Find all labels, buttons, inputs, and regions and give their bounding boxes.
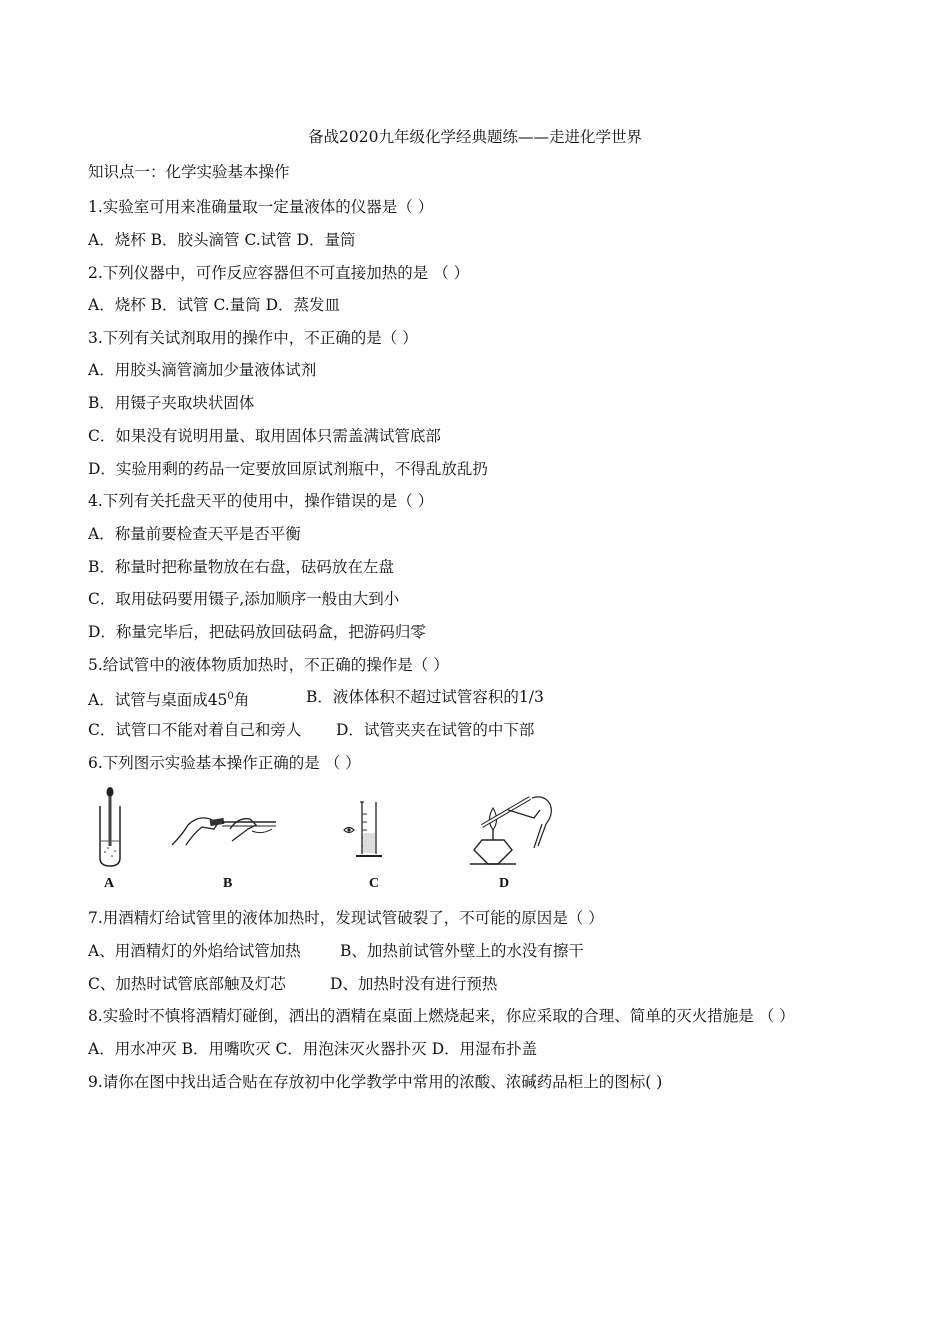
q5-option-d: D．试管夹夹在试管的中下部 xyxy=(336,721,535,739)
q3-option-b: B．用镊子夹取块状固体 xyxy=(88,394,255,412)
figure-c-label: C xyxy=(369,876,380,891)
q5-option-a-pre: A．试管与桌面成45 xyxy=(88,691,228,710)
page-title: 备战2020九年级化学经典题练——走进化学世界 xyxy=(308,128,642,146)
q1-stem: 1.实验室可用来准确量取一定量液体的仪器是（ ） xyxy=(88,198,434,216)
q7-option-b: B、加热前试管外壁上的水没有擦干 xyxy=(340,942,584,960)
q7-option-c: C、加热时试管底部触及灯芯 xyxy=(88,975,286,993)
q4-option-a: A．称量前要检查天平是否平衡 xyxy=(88,525,301,543)
figure-b-label: B xyxy=(223,876,233,891)
q2-options: A．烧杯 B．试管 C.量筒 D．蒸发皿 xyxy=(88,296,341,314)
q3-stem: 3.下列有关试剂取用的操作中，不正确的是（ ） xyxy=(88,329,418,347)
section-heading: 知识点一：化学实验基本操作 xyxy=(88,163,290,181)
q4-option-c: C．取用砝码要用镊子,添加顺序一般由大到小 xyxy=(88,590,400,608)
figure-d-label: D xyxy=(499,876,510,891)
q5-option-a xyxy=(88,686,249,711)
q2-stem: 2.下列仪器中，可作反应容器但不可直接加热的是 （ ） xyxy=(88,264,470,282)
figure-a-dropper-in-test-tube xyxy=(90,786,130,870)
figure-d-heating-over-lamp xyxy=(468,790,558,866)
q4-option-d: D．称量完毕后，把砝码放回砝码盒，把游码归零 xyxy=(88,623,426,641)
q8-stem: 8.实验时不慎将酒精灯碰倒，洒出的酒精在桌面上燃烧起来，你应采取的合理、简单的灭火措施是 （ ） xyxy=(88,1007,795,1025)
q5-option-a-post: 角 xyxy=(233,691,250,710)
q5-option-a-sup: 0 xyxy=(227,691,234,702)
figure-b-hands-tube xyxy=(168,805,280,853)
q7-option-d: D、加热时没有进行预热 xyxy=(330,975,498,993)
q5-option-b: B．液体体积不超过试管容积的1/3 xyxy=(306,688,544,706)
figure-c-measuring-cylinder xyxy=(340,800,390,860)
q8-options: A．用水冲灭 B．用嘴吹灭 C．用泡沫灭火器扑灭 D．用湿布扑盖 xyxy=(88,1040,538,1058)
q4-option-b: B．称量时把称量物放在右盘，砝码放在左盘 xyxy=(88,558,394,576)
q7-option-a: A、用酒精灯的外焰给试管加热 xyxy=(88,942,301,960)
q1-options: A．烧杯 B．胶头滴管 C.试管 D．量筒 xyxy=(88,231,356,249)
figure-a-label: A xyxy=(104,876,115,891)
q3-option-c: C．如果没有说明用量、取用固体只需盖满试管底部 xyxy=(88,427,441,445)
q7-stem: 7.用酒精灯给试管里的液体加热时，发现试管破裂了，不可能的原因是（ ） xyxy=(88,909,604,927)
q4-stem: 4.下列有关托盘天平的使用中，操作错误的是（ ） xyxy=(88,492,434,510)
q5-option-c: C．试管口不能对着自己和旁人 xyxy=(88,721,302,739)
q3-option-d: D．实验用剩的药品一定要放回原试剂瓶中，不得乱放乱扔 xyxy=(88,460,488,478)
q6-stem: 6.下列图示实验基本操作正确的是 （ ） xyxy=(88,754,361,772)
q9-stem: 9.请你在图中找出适合贴在存放初中化学教学中常用的浓酸、浓碱药品柜上的图标( ) xyxy=(88,1073,663,1091)
q3-option-a: A．用胶头滴管滴加少量液体试剂 xyxy=(88,361,317,379)
q5-stem: 5.给试管中的液体物质加热时，不正确的操作是（ ） xyxy=(88,656,449,674)
